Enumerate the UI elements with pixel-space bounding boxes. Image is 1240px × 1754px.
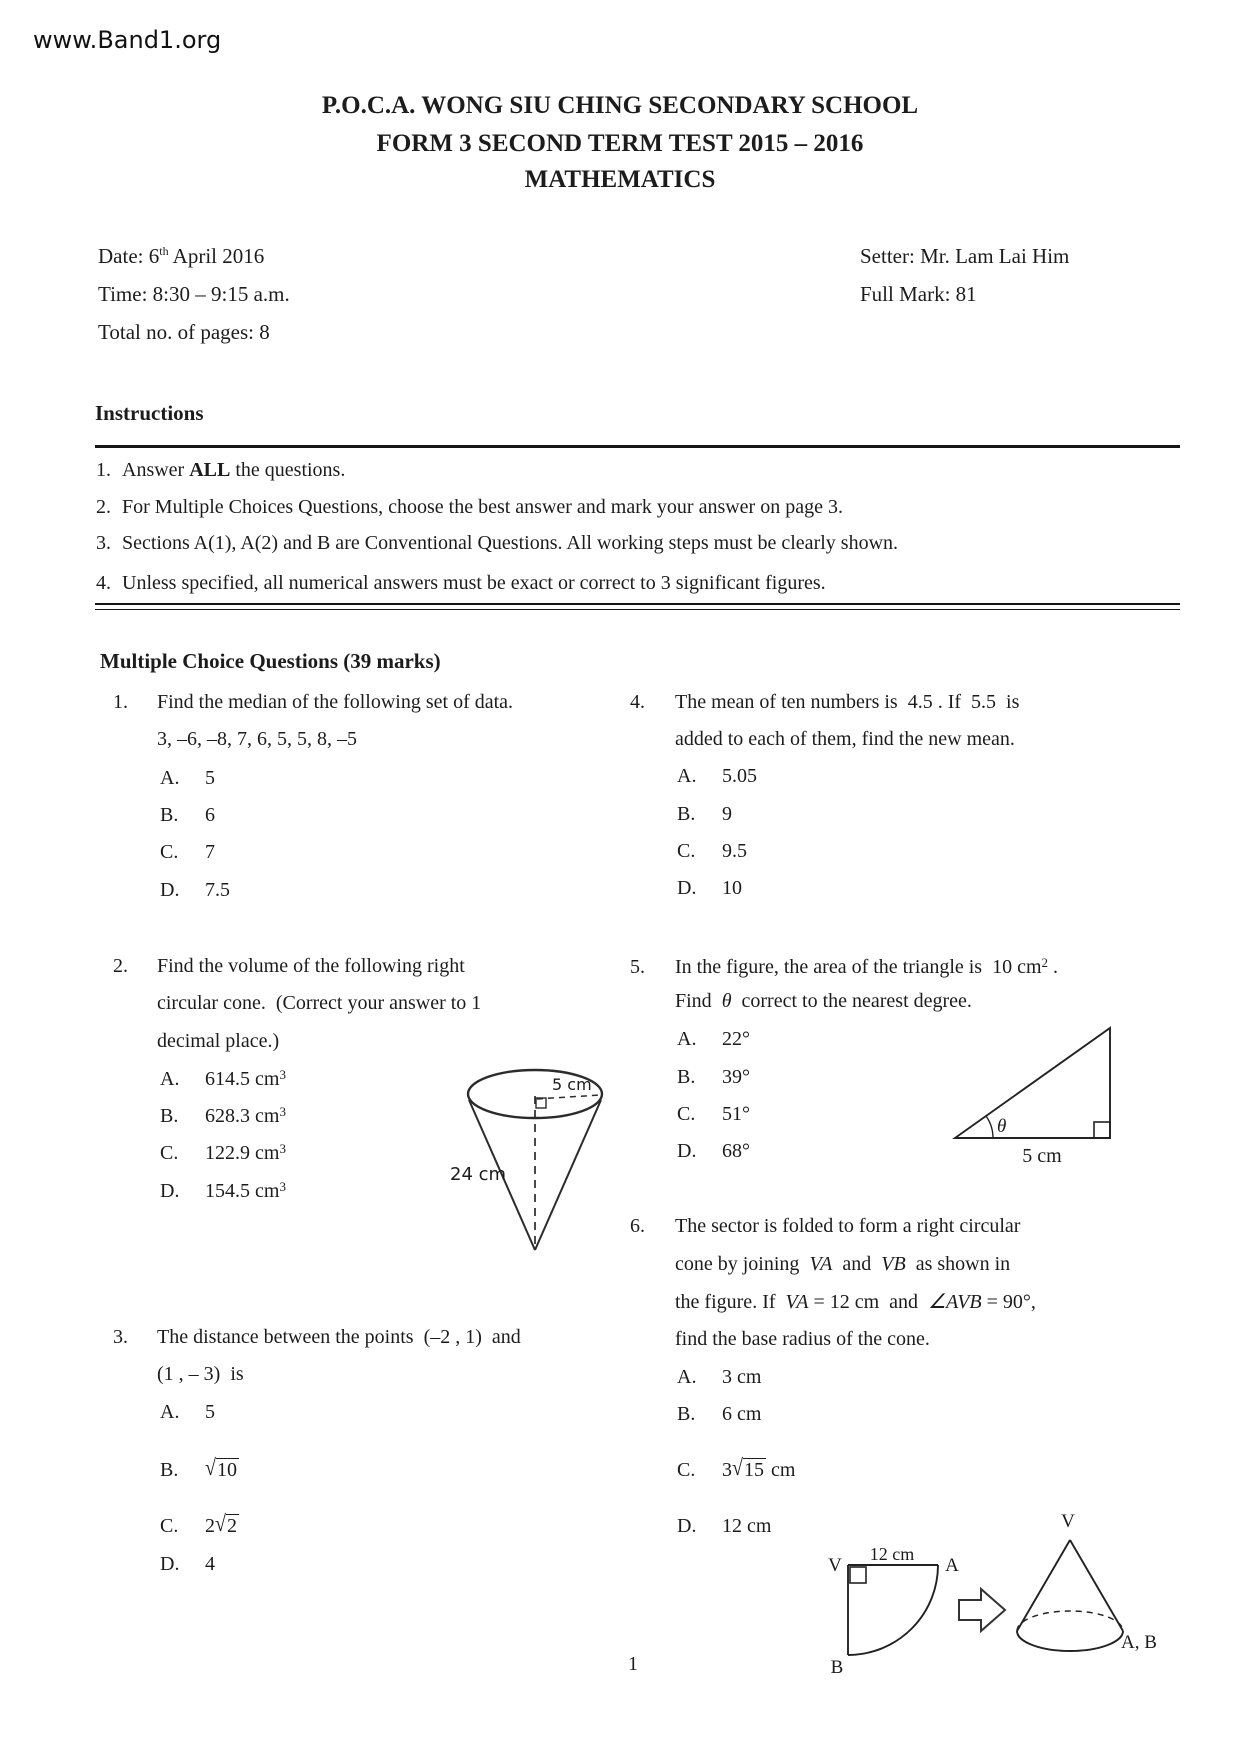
- radicand: 15: [743, 1459, 764, 1481]
- q5-line-2: [675, 989, 972, 1013]
- q6-option-b-value: 6 cm: [722, 1403, 762, 1425]
- q1-number: 1.: [113, 691, 128, 713]
- q1-line-2: 3, –6, –8, 7, 6, 5, 5, 8, –5: [157, 728, 357, 750]
- q5-option-a-value: 22°: [722, 1028, 750, 1050]
- q2-d-text: 154.5 cm: [205, 1180, 280, 1202]
- q2-c-exp: 3: [279, 1141, 286, 1156]
- q6-number: 6.: [630, 1215, 645, 1237]
- q4-option-a-letter: A.: [677, 765, 697, 787]
- q4-line-2: added to each of them, find the new mean.: [675, 728, 1015, 750]
- q4-option-b-letter: B.: [677, 803, 696, 825]
- exam-title: FORM 3 SECOND TERM TEST 2015 – 2016: [376, 130, 864, 157]
- right-angle-marker: [850, 1567, 866, 1583]
- q2-b-exp: 3: [279, 1104, 286, 1119]
- radical-coefficient: 2: [205, 1515, 215, 1537]
- q3-option-c-letter: C.: [160, 1515, 179, 1537]
- radicand: 10: [216, 1459, 237, 1481]
- va-variable: VA: [809, 1253, 833, 1275]
- q6-option-c-value: [722, 1455, 796, 1482]
- q6-option-d-letter: D.: [677, 1515, 697, 1537]
- vertex-a-label: A: [945, 1555, 959, 1576]
- q2-line-1: Find the volume of the following right: [157, 955, 465, 977]
- q6-cone-figure: [1005, 1505, 1185, 1670]
- cone-slant-label: 24 cm: [450, 1164, 507, 1185]
- q5-number: 5.: [630, 956, 645, 978]
- q6-sector-figure: [795, 1510, 970, 1685]
- q3-line-2: (1 , – 3) is: [157, 1363, 244, 1385]
- pages-line: Total no. of pages: 8: [98, 320, 270, 344]
- joined-ab-label: A, B: [1121, 1632, 1157, 1653]
- q2-line-2: circular cone. (Correct your answer to 1: [157, 992, 482, 1014]
- q2-a-exp: 3: [279, 1067, 286, 1082]
- q6-option-c-letter: C.: [677, 1459, 696, 1481]
- instruction-1-text: [122, 458, 345, 482]
- q5-option-d-letter: D.: [677, 1140, 697, 1162]
- q5-option-a-letter: A.: [677, 1028, 697, 1050]
- q6-line-3: [675, 1290, 1036, 1314]
- q5-option-b-letter: B.: [677, 1066, 696, 1088]
- q6-l2-seg: and: [832, 1253, 882, 1275]
- apex-v-label: V: [1061, 1511, 1075, 1532]
- q6-l3-seg: = 90°,: [981, 1291, 1036, 1313]
- q6-l2-seg: as shown in: [905, 1253, 1011, 1275]
- q6-l2-seg: cone by joining: [675, 1253, 810, 1275]
- q3-option-a-letter: A.: [160, 1401, 180, 1423]
- q3-option-c-value: [205, 1511, 239, 1538]
- q6-option-b-letter: B.: [677, 1403, 696, 1425]
- q4-number: 4.: [630, 691, 645, 713]
- instruction-4-number: 4.: [96, 572, 111, 594]
- q2-option-d-letter: D.: [160, 1180, 180, 1202]
- block-arrow-shape: [959, 1589, 1005, 1631]
- instruction-1-number: 1.: [96, 459, 111, 481]
- q6-option-a-letter: A.: [677, 1366, 697, 1388]
- sector-radius-label: 12 cm: [869, 1544, 915, 1564]
- q6-l3-seg: = 12 cm and: [808, 1291, 929, 1313]
- instruction-1-bold: ALL: [189, 459, 231, 481]
- q5-line-1: [675, 955, 1058, 979]
- q1-option-b-letter: B.: [160, 804, 179, 826]
- q3-option-d-letter: D.: [160, 1553, 180, 1575]
- radical-sign: √: [205, 1455, 216, 1481]
- q6-line-1: The sector is folded to form a right circular: [675, 1215, 1021, 1237]
- date-ordinal: th: [159, 244, 169, 258]
- q2-option-c-value: [205, 1141, 286, 1165]
- q2-option-d-value: [205, 1179, 286, 1203]
- full-mark-line: Full Mark: 81: [860, 282, 977, 306]
- q4-option-d-letter: D.: [677, 877, 697, 899]
- q4-option-c-letter: C.: [677, 840, 696, 862]
- q5-option-b-value: 39°: [722, 1066, 750, 1088]
- theta-label: θ: [997, 1116, 1007, 1137]
- q6-option-a-value: 3 cm: [722, 1366, 762, 1388]
- q2-d-exp: 3: [279, 1179, 286, 1194]
- q2-b-text: 628.3 cm: [205, 1105, 280, 1127]
- cone-base-back-arc-dashed: [1017, 1611, 1123, 1631]
- school-name: P.O.C.A. WONG SIU CHING SECONDARY SCHOOL: [321, 92, 919, 119]
- q6-option-d-value: 12 cm: [722, 1515, 772, 1537]
- cone-radius-label: 5 cm: [552, 1075, 592, 1094]
- watermark-url: www.Band1.org: [33, 26, 222, 54]
- instruction-3-number: 3.: [96, 532, 111, 554]
- date-rest: April 2016: [168, 244, 265, 268]
- q2-option-a-value: [205, 1067, 286, 1091]
- q3-option-a-value: 5: [205, 1401, 215, 1423]
- q2-c-text: 122.9 cm: [205, 1142, 280, 1164]
- q1-option-d-letter: D.: [160, 879, 180, 901]
- q2-number: 2.: [113, 955, 128, 977]
- instruction-2-number: 2.: [96, 496, 111, 518]
- vb-variable: VB: [881, 1253, 906, 1275]
- q1-option-a-letter: A.: [160, 767, 180, 789]
- radical-sign: √: [215, 1511, 226, 1537]
- q2-cone-figure: [440, 1050, 645, 1265]
- angle-arc: [986, 1116, 993, 1138]
- instructions-heading: Instructions: [95, 401, 204, 425]
- q3-option-b-value: [205, 1455, 239, 1482]
- q4-line-1: The mean of ten numbers is 4.5 . If 5.5 is: [675, 691, 1020, 713]
- page-number: 1: [628, 1653, 638, 1675]
- angle-avb-variable: ∠AVB: [928, 1291, 982, 1313]
- radical-coefficient: 3: [722, 1459, 732, 1481]
- date-line: [98, 244, 264, 268]
- instructions-top-rule: [95, 445, 1180, 448]
- q5-triangle-figure: [945, 1015, 1130, 1170]
- right-triangle: [955, 1028, 1110, 1138]
- radical-sign: √: [732, 1455, 743, 1481]
- cone-right-slant: [1070, 1540, 1123, 1631]
- date-text: Date: 6: [98, 244, 160, 268]
- vertex-b-label: B: [830, 1657, 844, 1678]
- q1-option-b-value: 6: [205, 804, 215, 826]
- q4-option-b-value: 9: [722, 803, 732, 825]
- cone-base-front-arc: [1017, 1631, 1123, 1651]
- q2-option-b-value: [205, 1104, 286, 1128]
- q4-option-c-value: 9.5: [722, 840, 747, 862]
- q5-l2-pre: Find: [675, 990, 722, 1012]
- q6-l3-seg: the figure. If: [675, 1291, 786, 1313]
- q2-option-c-letter: C.: [160, 1142, 179, 1164]
- q5-option-c-value: 51°: [722, 1103, 750, 1125]
- cone-right-slant: [535, 1100, 601, 1250]
- instruction-3-text: Sections A(1), A(2) and B are Conventional Questions. All working steps must be clearly shown.: [122, 532, 899, 554]
- vertex-v-label: V: [828, 1555, 842, 1576]
- radical-suffix: cm: [765, 1459, 796, 1481]
- theta-symbol: θ: [721, 990, 732, 1012]
- right-angle-marker: [1094, 1122, 1110, 1138]
- q3-option-b-letter: B.: [160, 1459, 179, 1481]
- q3-line-1: The distance between the points (–2 , 1) and: [157, 1326, 521, 1348]
- mc-section-heading: Multiple Choice Questions (39 marks): [100, 649, 441, 673]
- q5-l1-text: In the figure, the area of the triangle is 10 cm: [675, 956, 1042, 978]
- q1-option-a-value: 5: [205, 767, 215, 789]
- instruction-1-pre: Answer: [122, 459, 190, 481]
- q4-option-d-value: 10: [722, 877, 742, 899]
- q3-option-d-value: 4: [205, 1553, 215, 1575]
- q5-l2-post: correct to the nearest degree.: [731, 990, 972, 1012]
- q1-option-d-value: 7.5: [205, 879, 230, 901]
- triangle-base-label: 5 cm: [1022, 1145, 1062, 1167]
- q6-line-4: find the base radius of the cone.: [675, 1328, 930, 1350]
- q6-line-2: [675, 1252, 1010, 1276]
- fold-arrow-icon: [955, 1586, 1010, 1634]
- q5-option-d-value: 68°: [722, 1140, 750, 1162]
- instruction-1-post: the questions.: [230, 459, 346, 481]
- q1-option-c-letter: C.: [160, 841, 179, 863]
- q5-l1-exp: 2: [1041, 955, 1049, 970]
- q2-option-b-letter: B.: [160, 1105, 179, 1127]
- instruction-4-text: Unless specified, all numerical answers must be exact or correct to 3 significant figures.: [122, 572, 826, 594]
- q5-option-c-letter: C.: [677, 1103, 696, 1125]
- cone-left-slant: [1017, 1540, 1070, 1631]
- sector-arc: [848, 1565, 938, 1655]
- q3-number: 3.: [113, 1326, 128, 1348]
- setter-line: Setter: Mr. Lam Lai Him: [860, 244, 1070, 268]
- q2-option-a-letter: A.: [160, 1068, 180, 1090]
- instruction-2-text: For Multiple Choices Questions, choose the best answer and mark your answer on page 3.: [122, 496, 843, 518]
- instructions-bottom-rule: [95, 603, 1180, 610]
- va-variable: VA: [785, 1291, 809, 1313]
- q5-l1-end: .: [1048, 956, 1059, 978]
- q1-option-c-value: 7: [205, 841, 215, 863]
- radicand: 2: [226, 1515, 237, 1537]
- q4-option-a-value: 5.05: [722, 765, 757, 787]
- q2-a-text: 614.5 cm: [205, 1068, 280, 1090]
- subject-title: MATHEMATICS: [524, 166, 716, 193]
- q2-line-3: decimal place.): [157, 1030, 280, 1052]
- time-line: Time: 8:30 – 9:15 a.m.: [98, 282, 290, 306]
- q1-line-1: Find the median of the following set of data.: [157, 691, 514, 713]
